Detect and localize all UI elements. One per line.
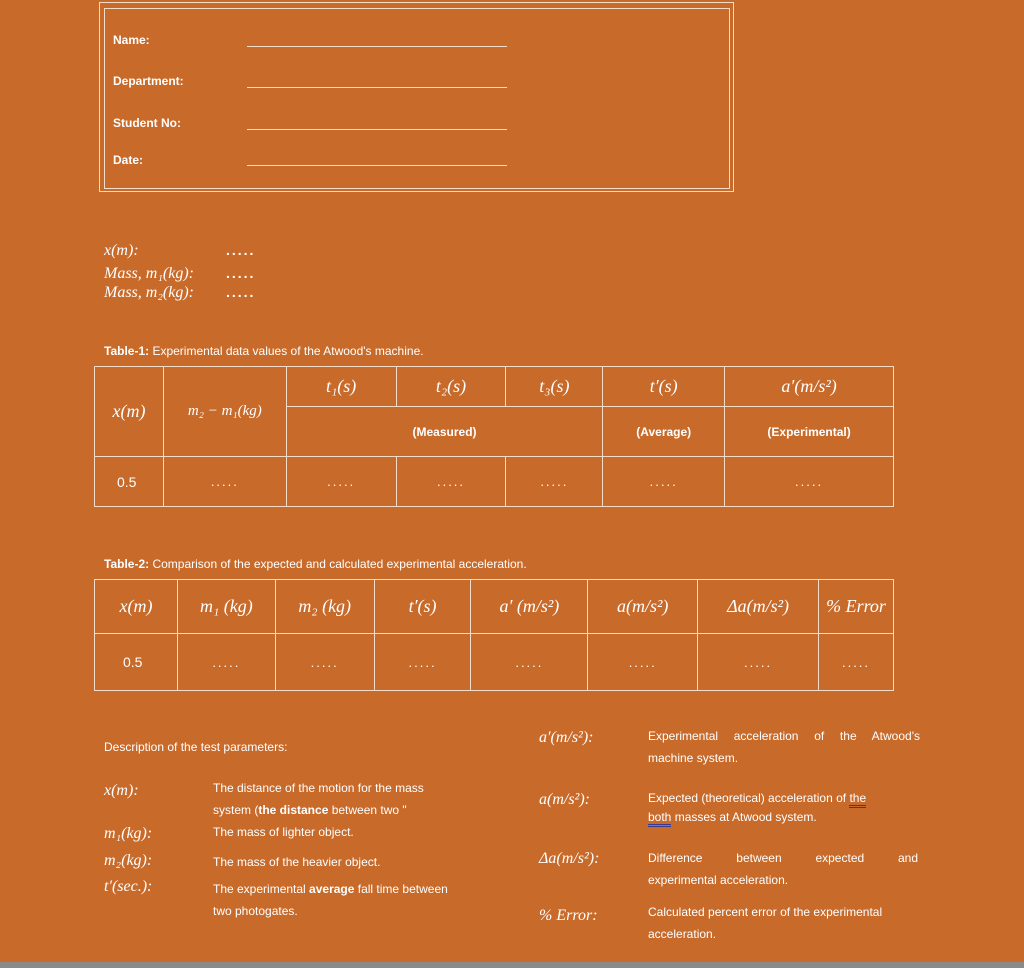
bottom-scroll-edge (0, 962, 1024, 968)
t2-cell-aprime[interactable]: ..... (471, 634, 588, 691)
t1-header-aprime: a′(m/s²) (725, 367, 894, 407)
t1-cell-tprime[interactable]: ..... (603, 457, 725, 507)
var-m2-row (104, 283, 255, 302)
desc-t-text-line1 (213, 878, 503, 900)
t2-cell-a[interactable]: ..... (588, 634, 698, 691)
t2-cell-error[interactable]: ..... (819, 634, 894, 691)
t1-subheader-measured: (Measured) (286, 407, 603, 457)
desc-t-text-1c: fall time between (354, 882, 448, 896)
t2-header-m1: m₁ (kg) (177, 580, 275, 634)
t2-header-delta-a: Δa(m/s²) (698, 580, 819, 634)
t2-header-a: a(m/s²) (588, 580, 698, 634)
t1-cell-aprime[interactable]: ..... (725, 457, 894, 507)
t1-cell-t2[interactable]: ..... (396, 457, 506, 507)
var-x-row (104, 241, 255, 260)
desc-aprime-text (648, 725, 920, 769)
desc-error-text-line1: Calculated percent error of the experimental (648, 905, 883, 919)
desc-error-text-line2: acceleration. (648, 927, 717, 941)
desc-m1-text: The mass of lighter object. (213, 825, 354, 839)
desc-x-text-2b: the distance (258, 803, 329, 817)
desc-error-symbol: % Error: (539, 907, 598, 924)
desc-x-symbol: x(m): (104, 782, 139, 799)
desc-a-text-2b: masses at Atwood system. (671, 810, 817, 824)
desc-m2-text: The mass of the heavier object. (213, 855, 381, 869)
desc-a-text-2a: both (648, 810, 671, 827)
desc-a-symbol: a(m/s²): (539, 791, 591, 808)
desc-t-text-1b: average (309, 882, 355, 896)
desc-t-text-1a: The experimental (213, 882, 310, 896)
table1-caption-text: Experimental data values of the Atwood's machine. (149, 344, 424, 358)
desc-m2-symbol: m₂(kg): (104, 852, 153, 869)
var-m2-value: ..... (226, 284, 256, 300)
desc-x-text-line1: The distance of the motion for the mass (213, 781, 424, 795)
desc-x-text-2c: between two " (328, 803, 407, 817)
desc-aprime-text-line2: machine system. (648, 751, 739, 765)
table2 (94, 579, 894, 691)
t2-cell-m2[interactable]: ..... (275, 634, 374, 691)
t1-subheader-experimental: (Experimental) (725, 407, 894, 457)
student-no-field-line[interactable] (247, 129, 507, 130)
t1-subheader-average: (Average) (603, 407, 725, 457)
student-no-label: Student No: (113, 116, 181, 130)
table2-caption-text: Comparison of the expected and calculated experimental acceleration. (149, 557, 527, 571)
t1-cell-t3[interactable]: ..... (506, 457, 603, 507)
var-x-value: ..... (226, 242, 256, 258)
date-field-line[interactable] (247, 165, 507, 166)
table1 (94, 366, 894, 507)
desc-a-text-1a: Expected (theoretical) acceleration of (648, 791, 850, 805)
var-m1-label: Mass, m₁(kg): (104, 265, 194, 282)
desc-delta-a-text-line1: Difference between expected and (648, 851, 918, 865)
student-info-box (104, 8, 730, 189)
var-x-label: x(m): (104, 242, 139, 259)
var-m1-row (104, 264, 255, 283)
t1-header-t3: t₃(s) (506, 367, 603, 407)
t1-header-t2: t₂(s) (396, 367, 506, 407)
desc-m1-symbol: m₁(kg): (104, 825, 153, 842)
name-label: Name: (113, 33, 150, 47)
table2-caption (104, 557, 527, 571)
desc-aprime-symbol: a′(m/s²): (539, 729, 594, 746)
var-m2-label: Mass, m₂(kg): (104, 284, 194, 301)
t2-cell-m1[interactable]: ..... (177, 634, 275, 691)
desc-t-symbol: t′(sec.): (104, 878, 153, 895)
desc-delta-a-symbol: Δa(m/s²): (539, 850, 600, 867)
var-m1-value: ..... (226, 265, 256, 281)
desc-delta-a-text-line2: experimental acceleration. (648, 873, 789, 887)
desc-x-text-line2 (213, 799, 493, 821)
desc-delta-a-text (648, 847, 918, 891)
desc-t-text-line2: two photogates. (213, 904, 298, 918)
date-label: Date: (113, 153, 144, 167)
department-label: Department: (113, 74, 184, 88)
t2-header-x: x(m) (95, 580, 178, 634)
desc-t-text (213, 878, 503, 922)
desc-x-text (213, 777, 493, 821)
t1-header-x: x(m) (95, 367, 164, 457)
desc-a-text (648, 787, 923, 828)
desc-error-text (648, 901, 928, 945)
description-title: Description of the test parameters: (104, 740, 288, 754)
desc-x-text-2a: system ( (213, 803, 259, 817)
t1-data-row (95, 457, 894, 507)
desc-a-text-line2 (648, 806, 923, 828)
table1-caption-label: Table-1: (104, 344, 150, 358)
t2-header-error: % Error (819, 580, 894, 634)
t2-data-row (95, 634, 894, 691)
t1-header-mdiff: m₂ − m₁(kg) (163, 367, 286, 457)
t1-header-t1: t₁(s) (286, 367, 396, 407)
t2-cell-delta-a[interactable]: ..... (698, 634, 819, 691)
department-field-line[interactable] (247, 87, 507, 88)
t2-cell-tprime[interactable]: ..... (374, 634, 471, 691)
t2-header-m2: m₂ (kg) (275, 580, 374, 634)
t1-cell-x: 0.5 (95, 457, 164, 507)
t1-header-tprime: t′(s) (603, 367, 725, 407)
t2-cell-x: 0.5 (95, 634, 178, 691)
table2-caption-label: Table-2: (104, 557, 150, 571)
t1-cell-t1[interactable]: ..... (286, 457, 396, 507)
name-field-line[interactable] (247, 46, 507, 47)
desc-aprime-text-line1: Experimental acceleration of the Atwood's (648, 729, 920, 743)
table1-caption (104, 344, 424, 358)
desc-a-text-1b: the (849, 791, 866, 808)
t2-header-aprime: a′ (m/s²) (471, 580, 588, 634)
t1-cell-mdiff[interactable]: ..... (163, 457, 286, 507)
t2-header-tprime: t′(s) (374, 580, 471, 634)
